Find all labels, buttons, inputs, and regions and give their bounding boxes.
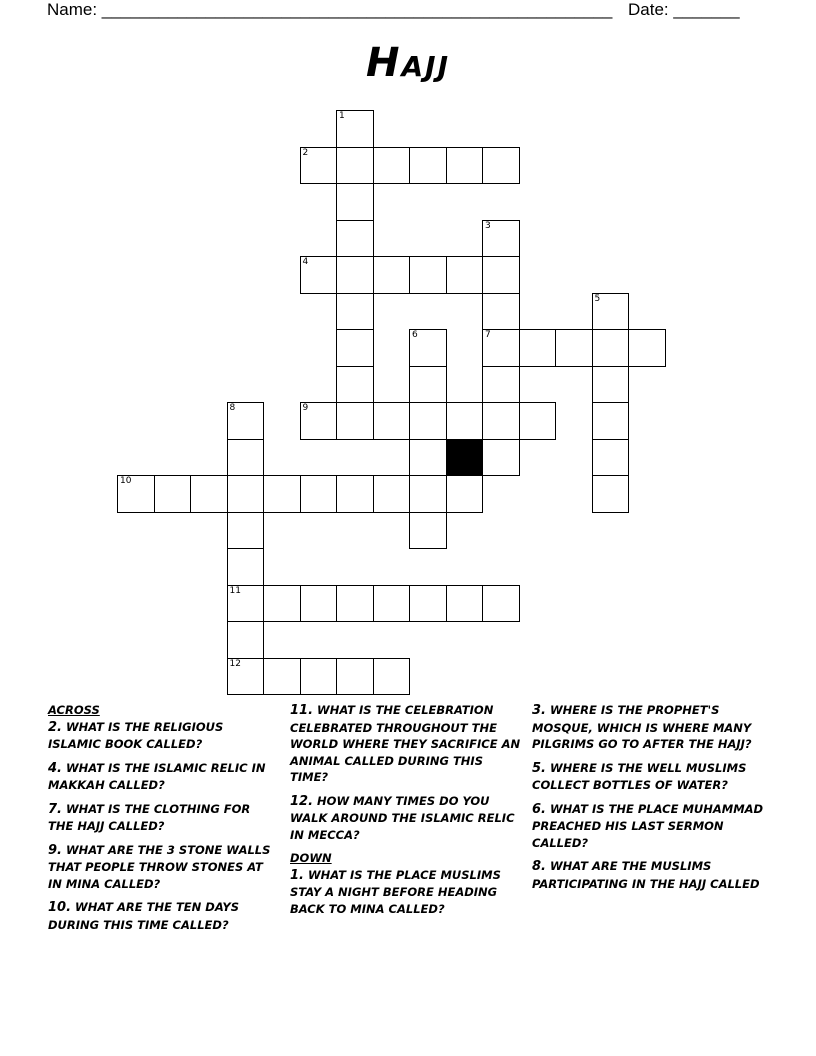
- crossword-cell[interactable]: [409, 475, 447, 513]
- crossword-cell[interactable]: [300, 256, 338, 294]
- crossword-cell[interactable]: [482, 402, 520, 440]
- crossword-cell[interactable]: [336, 220, 374, 258]
- crossword-cell[interactable]: [227, 512, 265, 550]
- crossword-cell[interactable]: [336, 585, 374, 623]
- clue-number: 4: [302, 257, 309, 267]
- crossword-cell[interactable]: [227, 439, 265, 477]
- clue-item-number: 3.: [532, 703, 546, 718]
- crossword-cell[interactable]: [336, 183, 374, 221]
- clue-number: 8: [229, 403, 236, 413]
- clue-item-number: 10.: [48, 900, 72, 915]
- crossword-cell[interactable]: [409, 512, 447, 550]
- clues-section: [0, 702, 816, 962]
- crossword-cell[interactable]: [592, 402, 630, 440]
- clue-item: [532, 702, 770, 753]
- crossword-cell[interactable]: [373, 475, 411, 513]
- clue-item-text: WHAT ARE THE TEN DAYS DURING THIS TIME CALLED?: [48, 900, 240, 932]
- crossword-cell[interactable]: [446, 402, 484, 440]
- clue-item: [48, 719, 273, 753]
- crossword-cell[interactable]: [227, 475, 265, 513]
- clue-item: [48, 801, 273, 835]
- crossword-cell[interactable]: [227, 658, 265, 696]
- crossword-cell[interactable]: [482, 293, 520, 331]
- crossword-cell[interactable]: [263, 658, 301, 696]
- clue-number: 3: [485, 220, 491, 231]
- clue-item-text: WHERE IS THE PROPHET'S MOSQUE, WHICH IS WHERE MANY PILGRIMS GO TO AFTER THE HAJJ?: [532, 703, 752, 751]
- clue-item-number: 6.: [532, 801, 546, 817]
- clue-item-number: 9.: [48, 842, 62, 858]
- crossword-cell[interactable]: [336, 402, 374, 440]
- clue-item-number: 1.: [290, 867, 304, 883]
- clue-item: [48, 842, 273, 893]
- crossword-cell[interactable]: [373, 402, 411, 440]
- crossword-cell[interactable]: [336, 147, 374, 185]
- clue-item-text: WHAT IS THE CLOTHING FOR THE HAJJ CALLED?: [48, 801, 251, 833]
- crossword-cell[interactable]: [154, 475, 192, 513]
- crossword-cell[interactable]: [482, 220, 520, 258]
- crossword-cell[interactable]: [263, 475, 301, 513]
- crossword-cell[interactable]: [592, 439, 630, 477]
- clue-number: 1: [339, 111, 345, 121]
- clue-item: [532, 858, 770, 892]
- crossword-cell[interactable]: [555, 329, 593, 367]
- crossword-cell[interactable]: [373, 658, 411, 696]
- crossword-cell[interactable]: [409, 329, 447, 367]
- crossword-cell[interactable]: [300, 402, 338, 440]
- crossword-cell[interactable]: [263, 585, 301, 623]
- crossword-cell[interactable]: [446, 256, 484, 294]
- crossword-cell[interactable]: [190, 475, 228, 513]
- crossword-cell[interactable]: [592, 293, 630, 331]
- date-field[interactable]: Date: _______: [628, 0, 740, 19]
- crossword-cell[interactable]: [628, 329, 666, 367]
- clue-item-number: 4.: [48, 760, 62, 776]
- clue-item: [290, 702, 522, 786]
- crossword-cell[interactable]: [592, 366, 630, 404]
- clue-item: [290, 793, 522, 844]
- crossword-cell[interactable]: [409, 585, 447, 623]
- crossword-cell[interactable]: [482, 256, 520, 294]
- crossword-cell[interactable]: [409, 439, 447, 477]
- clue-number: 6: [412, 330, 418, 340]
- clue-item: [532, 801, 770, 852]
- crossword-cell[interactable]: [336, 329, 374, 367]
- page-title: Hajj: [366, 40, 450, 86]
- crossword-cell[interactable]: [227, 621, 265, 659]
- clue-item-number: 11.: [290, 703, 314, 718]
- crossword-cell[interactable]: [409, 147, 447, 185]
- across-clue-list-continued: [290, 702, 522, 843]
- clue-number: 10: [120, 476, 132, 486]
- crossword-cell[interactable]: [227, 548, 265, 586]
- crossword-cell[interactable]: [227, 402, 265, 440]
- crossword-cell[interactable]: [336, 366, 374, 404]
- clue-item: [48, 899, 273, 933]
- crossword-cell[interactable]: [409, 366, 447, 404]
- clue-number: 9: [302, 403, 309, 413]
- down-clue-list-continued: [532, 702, 770, 892]
- crossword-cell[interactable]: [482, 439, 520, 477]
- clue-item-number: 12.: [290, 793, 314, 809]
- crossword-block-cell: [446, 439, 484, 477]
- crossword-cell[interactable]: [373, 147, 411, 185]
- crossword-cell[interactable]: [336, 475, 374, 513]
- crossword-cell[interactable]: [482, 329, 520, 367]
- crossword-cell[interactable]: [482, 585, 520, 623]
- clue-item-text: WHAT ARE THE 3 STONE WALLS THAT PEOPLE THROW STONES AT IN MINA CALLED?: [48, 842, 271, 891]
- down-clue-list: [290, 867, 522, 918]
- clue-item: [290, 867, 522, 918]
- crossword-cell[interactable]: [336, 256, 374, 294]
- clue-item-text: WHAT IS THE CELEBRATION CELEBRATED THROUGHOUT THE WORLD WHERE THEY SACRIFICE AN ANIMAL CALLED DURING THIS TIME?: [290, 703, 521, 784]
- clue-number: 11: [229, 585, 241, 596]
- clue-item-number: 2.: [48, 719, 62, 735]
- crossword-cell[interactable]: [519, 402, 557, 440]
- clue-item-text: WHAT IS THE PLACE MUSLIMS STAY A NIGHT BEFORE HEADING BACK TO MINA CALLED?: [290, 867, 501, 916]
- clue-number: 2: [302, 147, 309, 158]
- crossword-cell[interactable]: [519, 329, 557, 367]
- clue-column-3: [532, 702, 770, 899]
- clue-number: 12: [229, 658, 241, 669]
- crossword-cell[interactable]: [300, 585, 338, 623]
- across-clue-list: [48, 719, 273, 934]
- clue-item-text: WHAT IS THE RELIGIOUS ISLAMIC BOOK CALLED?: [48, 719, 224, 751]
- clue-column-2: [290, 702, 522, 924]
- clue-item-number: 5.: [532, 760, 546, 776]
- across-heading: ACROSS: [48, 703, 100, 717]
- clue-number: 7: [485, 330, 491, 340]
- crossword-cell[interactable]: [409, 256, 447, 294]
- crossword-cell[interactable]: [373, 256, 411, 294]
- crossword-cell[interactable]: [446, 147, 484, 185]
- down-heading: DOWN: [290, 851, 332, 865]
- crossword-cell[interactable]: [336, 110, 374, 148]
- crossword-cell[interactable]: [300, 475, 338, 513]
- clue-item-text: HOW MANY TIMES DO YOU WALK AROUND THE ISLAMIC RELIC IN MECCA?: [290, 793, 515, 842]
- crossword-cell[interactable]: [336, 658, 374, 696]
- clue-item-number: 8.: [532, 859, 546, 874]
- clue-item-number: 7.: [48, 801, 62, 817]
- crossword-cell[interactable]: [482, 147, 520, 185]
- crossword-cell[interactable]: [227, 585, 265, 623]
- clue-item: [532, 760, 770, 794]
- crossword-cell[interactable]: [592, 329, 630, 367]
- crossword-cell[interactable]: [300, 147, 338, 185]
- crossword-cell[interactable]: [409, 402, 447, 440]
- crossword-cell[interactable]: [373, 585, 411, 623]
- clue-item-text: WHAT IS THE PLACE MUHAMMAD PREACHED HIS LAST SERMON CALLED?: [532, 801, 764, 850]
- crossword-cell[interactable]: [592, 475, 630, 513]
- clue-item-text: WHAT ARE THE MUSLIMS PARTICIPATING IN THE HAJJ CALLED: [532, 859, 760, 891]
- clue-column-1: [48, 702, 273, 940]
- clue-item: [48, 760, 273, 794]
- crossword-cell[interactable]: [446, 585, 484, 623]
- crossword-cell[interactable]: [446, 475, 484, 513]
- crossword-cell[interactable]: [300, 658, 338, 696]
- clue-item-text: WHERE IS THE WELL MUSLIMS COLLECT BOTTLES OF WATER?: [532, 760, 747, 792]
- crossword-cell[interactable]: [117, 475, 155, 513]
- crossword-cell[interactable]: [336, 293, 374, 331]
- clue-item-text: WHAT IS THE ISLAMIC RELIC IN MAKKAH CALLED?: [48, 760, 266, 792]
- crossword-cell[interactable]: [482, 366, 520, 404]
- name-field[interactable]: Name: ______________________________________________________: [47, 0, 613, 19]
- clue-number: 5: [594, 293, 601, 304]
